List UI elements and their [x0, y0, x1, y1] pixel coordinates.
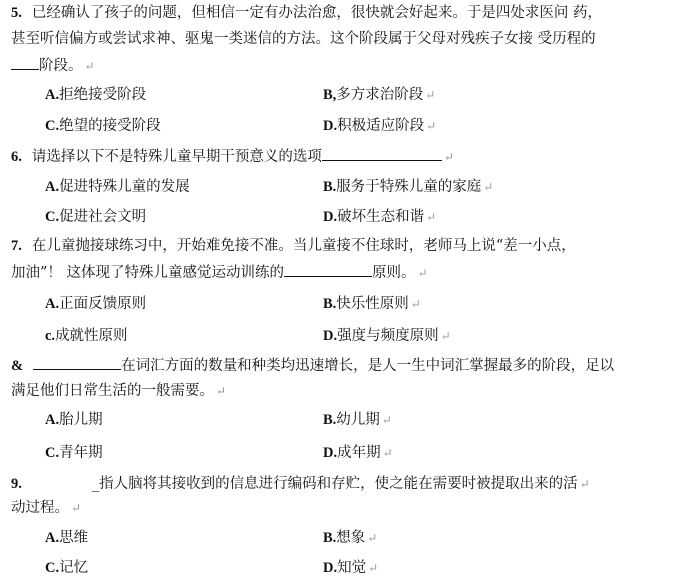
option-text: 知觉 — [337, 560, 367, 576]
paragraph-mark-icon: ↵ — [579, 477, 590, 491]
option-letter: B. — [323, 530, 337, 546]
q6-option-d[interactable] — [323, 207, 436, 227]
option-letter: A. — [45, 530, 60, 546]
q8-option-a[interactable] — [45, 410, 103, 430]
option-letter: A. — [45, 296, 60, 312]
option-text: 幼儿期 — [336, 412, 380, 428]
option-letter: B. — [323, 412, 337, 428]
option-text: 积极适应阶段 — [337, 118, 425, 134]
q7-number: 7. — [11, 238, 22, 254]
option-text: 破坏生态和谐 — [337, 209, 425, 225]
option-text: 促进特殊儿童的发展 — [59, 179, 190, 195]
option-letter: A. — [45, 87, 60, 103]
q5-line1 — [11, 3, 602, 23]
option-letter: D. — [323, 328, 338, 344]
q8-option-c[interactable] — [45, 443, 103, 463]
q6-text: 请选择以下不是特殊儿童早期干预意义的选项 — [31, 149, 322, 165]
paragraph-mark-icon: ↵ — [382, 446, 393, 460]
q6-line1 — [11, 146, 454, 166]
option-text: 成就性原则 — [55, 328, 128, 344]
option-letter: D. — [323, 209, 338, 225]
paragraph-mark-icon: ↵ — [84, 59, 95, 73]
q6-option-a[interactable] — [45, 177, 190, 197]
option-text: 思维 — [59, 530, 89, 546]
q9-text-line1: _指人脑将其接收到的信息进行编码和存贮，使之能在需要时被提取出来的活 — [91, 476, 578, 492]
option-letter: C. — [45, 445, 60, 461]
paragraph-mark-icon: ↵ — [425, 88, 436, 102]
q7-text-line1: 在儿童抛接球练习中，开始难免接不准。当儿童接不住球时，老师马上说“差一小点， — [31, 238, 576, 254]
option-letter: C. — [45, 118, 60, 134]
q7-option-c[interactable] — [45, 326, 128, 346]
option-letter: A. — [45, 412, 60, 428]
option-text: 正面反馈原则 — [59, 296, 147, 312]
option-letter: c. — [45, 328, 56, 344]
q9-line1 — [11, 473, 590, 493]
q9-text-line2: 动过程。 — [11, 500, 69, 516]
paragraph-mark-icon: ↵ — [71, 501, 82, 515]
option-text: 快乐性原则 — [336, 296, 409, 312]
q5-option-d[interactable] — [323, 116, 436, 136]
q8-number: & — [11, 358, 24, 374]
q8-text-line1: 在词汇方面的数量和种类均迅速增长，是人一生中词汇掌握最多的阶段，足以 — [121, 358, 615, 374]
q5-option-b[interactable] — [323, 85, 435, 105]
paragraph-mark-icon: ↵ — [381, 413, 392, 427]
option-letter: D. — [323, 560, 338, 576]
option-text: 记忆 — [59, 560, 89, 576]
q7-answer-blank[interactable] — [284, 262, 372, 277]
q6-answer-blank[interactable] — [322, 146, 442, 161]
q9-line2 — [11, 498, 81, 518]
q8-line1 — [11, 355, 614, 375]
q7-option-a[interactable] — [45, 294, 146, 314]
option-letter: D. — [323, 118, 338, 134]
q8-option-d[interactable] — [323, 443, 393, 463]
q8-option-b[interactable] — [323, 410, 392, 430]
q9-option-b[interactable] — [323, 528, 377, 548]
option-letter: D. — [323, 445, 338, 461]
option-letter: B, — [323, 87, 337, 103]
q7-line1 — [11, 236, 576, 256]
q9-option-c[interactable] — [45, 558, 88, 578]
paragraph-mark-icon: ↵ — [443, 150, 454, 164]
q5-text-line1: 已经确认了孩子的问题，但相信一定有办法治愈，很快就会好起来。于是四处求医问 药， — [31, 5, 602, 21]
q7-line2 — [11, 262, 428, 282]
q6-number: 6. — [11, 149, 22, 165]
q5-answer-blank[interactable] — [11, 55, 39, 70]
option-letter: B. — [323, 296, 337, 312]
option-text: 强度与频度原则 — [337, 328, 439, 344]
q8-answer-blank[interactable] — [33, 355, 121, 370]
paragraph-mark-icon: ↵ — [440, 329, 451, 343]
q8-line2 — [11, 381, 226, 401]
q5-text-line3: 阶段。 — [39, 58, 83, 74]
option-text: 胎儿期 — [59, 412, 103, 428]
option-text: 青年期 — [59, 445, 103, 461]
q5-text-line2: 甚至听信偏方或尝试求神、驱鬼一类迷信的方法。这个阶段属于父母对残疾子女接 受历程的 — [11, 31, 596, 47]
paragraph-mark-icon: ↵ — [216, 384, 227, 398]
option-letter: C. — [45, 560, 60, 576]
option-text: 绝望的接受阶段 — [59, 118, 161, 134]
paragraph-mark-icon: ↵ — [367, 531, 378, 545]
paragraph-mark-icon: ↵ — [410, 297, 421, 311]
paragraph-mark-icon: ↵ — [426, 210, 437, 224]
option-letter: B. — [323, 179, 337, 195]
q5-line2 — [11, 29, 596, 49]
q9-answer-blank[interactable] — [32, 473, 92, 488]
paragraph-mark-icon: ↵ — [483, 180, 494, 194]
q5-number: 5. — [11, 5, 22, 21]
q6-option-c[interactable] — [45, 207, 146, 227]
option-text: 多方求治阶段 — [336, 87, 424, 103]
q5-line3 — [11, 55, 95, 75]
paragraph-mark-icon: ↵ — [426, 119, 437, 133]
q9-option-d[interactable] — [323, 558, 378, 578]
paragraph-mark-icon: ↵ — [368, 561, 379, 575]
paragraph-mark-icon: ↵ — [417, 266, 428, 280]
q5-option-c[interactable] — [45, 116, 161, 136]
q7-option-b[interactable] — [323, 294, 421, 314]
option-text: 服务于特殊儿童的家庭 — [336, 179, 482, 195]
q9-option-a[interactable] — [45, 528, 88, 548]
q7-text-line2-after: 原则。 — [372, 265, 416, 281]
option-text: 成年期 — [337, 445, 381, 461]
q9-number: 9. — [11, 476, 22, 492]
option-text: 拒绝接受阶段 — [59, 87, 147, 103]
q7-option-d[interactable] — [323, 326, 451, 346]
option-letter: A. — [45, 179, 60, 195]
option-letter: C. — [45, 209, 60, 225]
option-text: 促进社会文明 — [59, 209, 147, 225]
q5-option-a[interactable] — [45, 85, 146, 105]
option-text: 想象 — [336, 530, 366, 546]
q7-text-line2-before: 加油”！ 这体现了特殊儿童感觉运动训练的 — [11, 265, 285, 281]
q6-option-b[interactable] — [323, 177, 493, 197]
q8-text-line2: 满足他们日常生活的一般需要。 — [11, 383, 214, 399]
